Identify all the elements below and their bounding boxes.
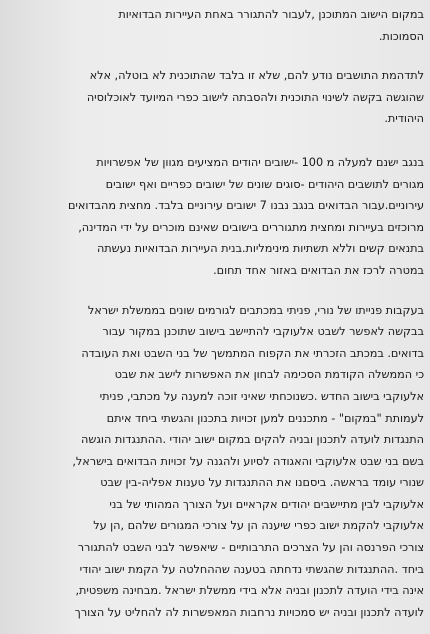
text-line: הסמוכות. <box>378 29 424 43</box>
text-line: מגורים לתושבים היהודים -סוגים שונים של ישובים כפריים ואף ישובים <box>105 177 424 191</box>
text-line: בעקבות פנייתו של נורי, פניתי במכתבים לגורמים שונים בממשלת ישראל <box>87 303 424 317</box>
paragraph-3 <box>8 152 424 282</box>
paragraph-gap <box>8 282 424 300</box>
text-line: בשם בני שבט אלעוקבי והאגודה לסיוע ולהגנה על זכויות הבדואים בישראל, <box>72 454 424 468</box>
text-line: שנורי עומד בראשה. ביסםנו את ההתנגדות על טענות אפליה-בין שבט <box>100 476 424 490</box>
text-line: לועדה לתכנון ובניה יש סמכויות נרחבות המאפשרות לה להחליט על הצורך <box>74 605 424 619</box>
paragraph-gap <box>8 47 424 65</box>
text-line: בנגב ישנם למעלה מ 100 -ישובים יהודים המציעים מגוון של אפשרויות <box>96 155 424 169</box>
text-line: היהודית. <box>384 112 424 126</box>
text-line: כי הממשלה הקודמת הסכימה לבחון את האפשרות לישב את שבט <box>114 368 424 382</box>
paragraph-4 <box>8 300 424 624</box>
paragraph-2 <box>8 65 424 130</box>
text-line: במקום הישוב המתוכנן ,לעבור להתגורר באחת העיירות הבדואיות <box>118 8 424 21</box>
text-line: שהוגשה בקשה לשינוי התוכנית ולהסבתה לישוב כפרי המיועד לאוכלוסיה <box>86 90 424 104</box>
text-line: ביחד .ההתנגדות שהגשתי נדחתה בטענה שההחלטה על הקמת ישוב יהודי <box>79 562 424 576</box>
paragraph-gap <box>8 130 424 152</box>
text-line: לעמותת "במקום" - מתכננים למען זכויות בתכנון והגשתי ביחד איתם <box>106 411 424 425</box>
text-line: התנגדות לועדה לתכנון ובניה להקים במקום ישוב יהודי .ההתנגדות הוגשה <box>81 433 424 447</box>
text-line: מרוכזים בעיירות ומחצית מתגוררים בישובים שאינם מוכרים על ידי המדינה, <box>78 220 424 234</box>
text-line: אלעוקבי להקמת ישוב כפרי שיענה הן על צורכי המגורים שלהם ,הן על <box>93 519 424 533</box>
text-line: בבקשה לאפשר לשבט אלעוקבי להתיישב בישוב שתוכנן במקור עבור <box>102 325 424 339</box>
text-line: בתנאים קשים וללא תשתיות מינימליות.בנית העיירות הבדואיות נעשתה <box>96 242 424 256</box>
text-line: עירוניים.עבור הבדואים בנגב נבנו 7 ישובים עירוניים בלבד. מחצית מהבדואים <box>67 199 424 213</box>
text-line: בדואים. במכתב הזכרתי את הקפוח המתמשך של בני השבט ואת העובדה <box>81 346 424 360</box>
text-line: אלעוקבי בישוב החדש .כשנוכחתי שאיני זוכה למענה על מכתבי, פניתי <box>99 389 424 403</box>
text-line: במטרה לרכז את הבדואים באזור אחד תחום. <box>213 263 424 277</box>
text-line: אינה בידי הועדה לתכנון ובניה אלא בידי ממשלת ישראל .מבחינה משפטית, <box>75 584 424 598</box>
text-line: אלעוקבי לבין מתיישבים יהודים אקראיים ועל הצורך המהותי של בני <box>109 497 424 511</box>
text-line: לתדהמת התושבים נודע להם, שלא זו בלבד שהתוכנית לא בוטלה, אלא <box>89 69 424 83</box>
text-line: צורכי הפרנסה והן על הצרכים התרבותיים - שיאפשר לבני השבט להתגורר <box>77 541 424 555</box>
paragraph-1 <box>8 4 424 47</box>
